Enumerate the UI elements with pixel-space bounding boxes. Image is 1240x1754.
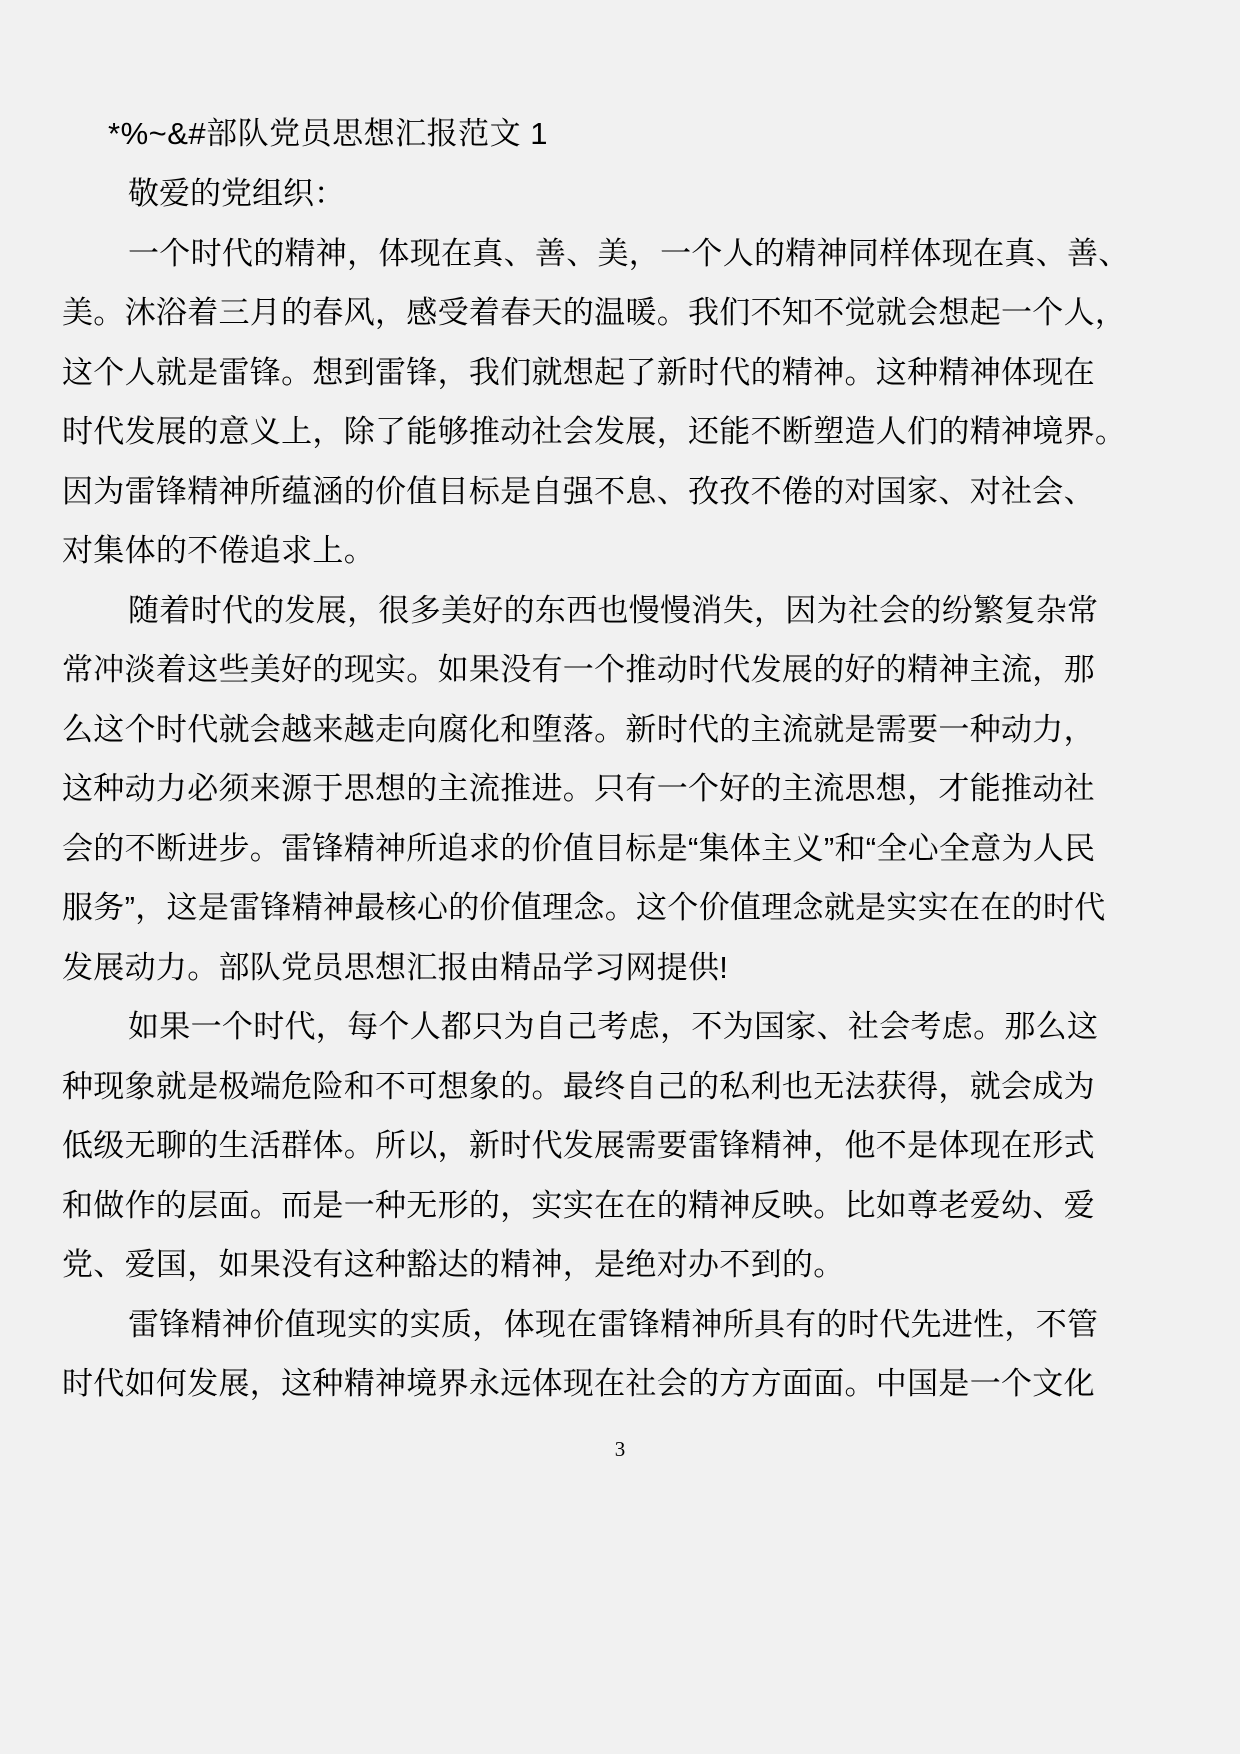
text-line: 这种动力必须来源于思想的主流推进。只有一个好的主流思想，才能推动社 [62,771,1095,806]
text-line: 低级无聊的生活群体。所以，新时代发展需要雷锋精神，他不是体现在形式 [62,1128,1095,1163]
text-line: 一个时代的精神，体现在真、善、美，一个人的精神同样体现在真、善、 [128,235,1130,271]
text-line: 雷锋精神价值现实的实质，体现在雷锋精神所具有的时代先进性，不管 [128,1306,1099,1342]
text-line: 服务”，这是雷锋精神最核心的价值理念。这个价值理念就是实实在在的时代 [62,890,1106,925]
text-line: 常冲淡着这些美好的现实。如果没有一个推动时代发展的好的精神主流，那 [62,652,1095,687]
text-line: 和做作的层面。而是一种无形的，实实在在的精神反映。比如尊老爱幼、爱 [62,1187,1095,1223]
text-line: 因为雷锋精神所蕴涵的价值目标是自强不息、孜孜不倦的对国家、对社会、 [62,473,1095,509]
text-line: 时代如何发展，这种精神境界永远体现在社会的方方面面。中国是一个文化 [62,1366,1095,1401]
paragraph-1 [62,224,1180,581]
text-line: 时代发展的意义上，除了能够推动社会发展，还能不断塑造人们的精神境界。 [62,414,1127,449]
salutation: 敬爱的党组织： [128,176,345,211]
paragraph-4 [62,1295,1180,1414]
paragraph-2 [62,581,1180,998]
text-line: 种现象就是极端危险和不可想象的。最终自己的私利也无法获得，就会成为 [62,1068,1095,1104]
text-line: 这个人就是雷锋。想到雷锋，我们就想起了新时代的精神。这种精神体现在 [62,354,1095,390]
paragraph-3 [62,997,1180,1295]
text-line: 如果一个时代，每个人都只为自己考虑，不为国家、社会考虑。那么这 [128,1009,1099,1044]
text-line: 发展动力。部队党员思想汇报由精品学习网提供! [62,949,729,985]
text-line: 美。沐浴着三月的春风，感受着春天的温暖。我们不知不觉就会想起一个人， [62,295,1127,330]
text-line: 会的不断进步。雷锋精神所追求的价值目标是“集体主义”和“全心全意为人民 [62,830,1096,866]
text-line: 么这个时代就会越来越走向腐化和堕落。新时代的主流就是需要一种动力， [62,711,1095,747]
text-line: 对集体的不倦追求上。 [62,533,375,568]
page-title: *%~&#部队党员思想汇报范文 1 [108,116,549,151]
text-line: 随着时代的发展，很多美好的东西也慢慢消失，因为社会的纷繁复杂常 [128,592,1099,628]
page-number: 3 [614,1437,626,1461]
text-line: 党、爱国，如果没有这种豁达的精神，是绝对办不到的。 [62,1247,845,1282]
document-body [62,104,1180,1414]
